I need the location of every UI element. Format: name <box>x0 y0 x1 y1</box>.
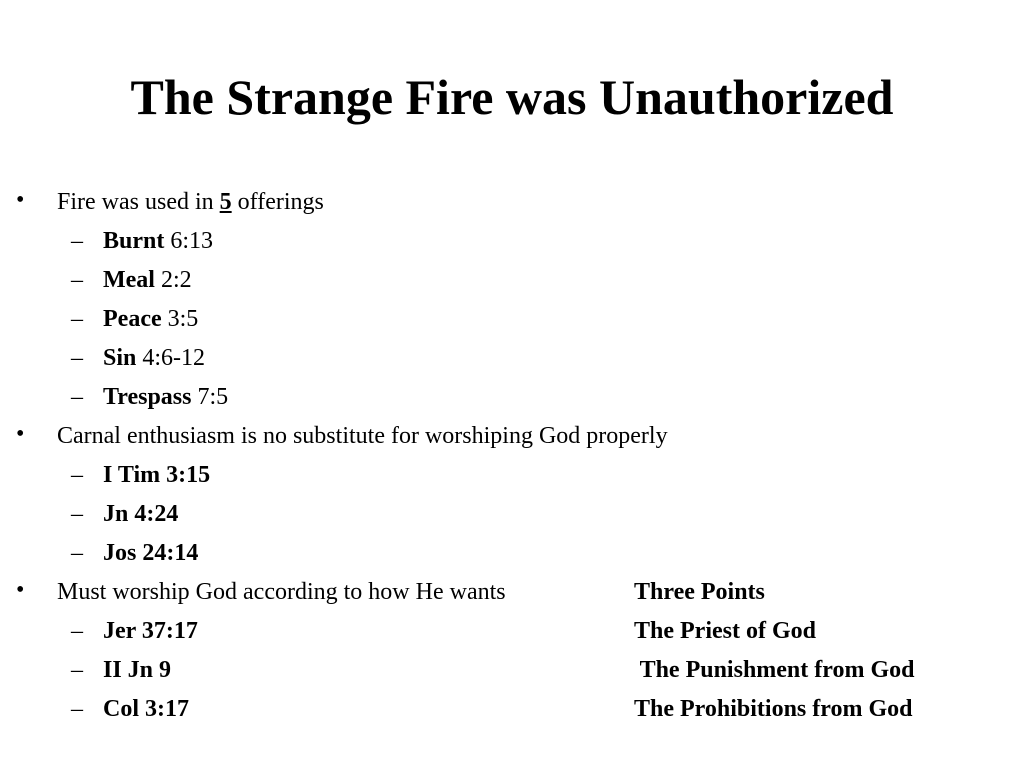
three-points-heading: Three Points <box>634 579 765 605</box>
dash-marker: – <box>71 540 83 566</box>
offering-name: Meal <box>103 267 155 293</box>
dash-marker: – <box>71 462 83 488</box>
dash-marker: – <box>71 696 83 722</box>
sub-item-reference: Jer 37:17 <box>103 618 198 644</box>
offering-count: 5 <box>219 189 232 215</box>
dash-marker: – <box>71 267 83 293</box>
sub-item-trespass <box>103 382 228 412</box>
offering-name: Sin <box>103 345 137 371</box>
reference: 3:5 <box>161 306 199 332</box>
reference: 7:5 <box>191 384 229 410</box>
reference: 2:2 <box>154 267 192 293</box>
reference: 6:13 <box>164 228 214 254</box>
sub-item-reference: Jos 24:14 <box>103 540 199 566</box>
sub-item-burnt <box>103 226 213 256</box>
sub-item-reference: II Jn 9 <box>103 657 172 683</box>
dash-marker: – <box>71 618 83 644</box>
bullet-carnal-enthusiasm: Carnal enthusiasm is no substitute for worshiping God properly <box>57 423 668 449</box>
point-item: The Prohibitions from God <box>634 696 913 722</box>
bullet-marker: • <box>16 187 25 213</box>
sub-item-reference: I Tim 3:15 <box>103 462 211 488</box>
offering-name: Trespass <box>103 384 192 410</box>
reference: 4:6-12 <box>136 345 206 371</box>
point-item: The Priest of God <box>634 618 816 644</box>
sub-item-sin <box>103 343 205 373</box>
sub-item-peace <box>103 304 198 334</box>
bullet-text: Fire was used in <box>57 189 220 215</box>
point-item: The Punishment from God <box>634 657 915 683</box>
dash-marker: – <box>71 501 83 527</box>
dash-marker: – <box>71 384 83 410</box>
slide-title: The Strange Fire was Unauthorized <box>130 69 894 125</box>
bullet-marker: • <box>16 577 25 603</box>
offering-name: Peace <box>103 306 162 332</box>
dash-marker: – <box>71 657 83 683</box>
sub-item-reference: Jn 4:24 <box>103 501 179 527</box>
sub-item-meal <box>103 265 192 295</box>
bullet-text: offerings <box>231 189 324 215</box>
bullet-offerings <box>57 187 324 217</box>
dash-marker: – <box>71 306 83 332</box>
bullet-marker: • <box>16 421 25 447</box>
sub-item-reference: Col 3:17 <box>103 696 189 722</box>
dash-marker: – <box>71 228 83 254</box>
bullet-worship-properly: Must worship God according to how He wants <box>57 579 506 605</box>
dash-marker: – <box>71 345 83 371</box>
offering-name: Burnt <box>103 228 165 254</box>
